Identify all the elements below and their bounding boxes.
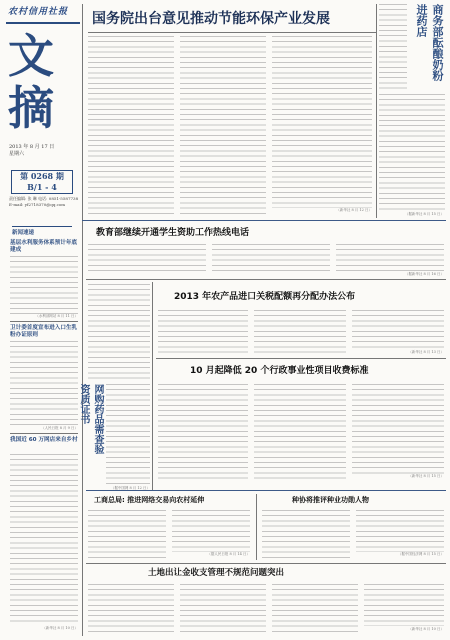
paper-masthead: 农村信用社报 [8,7,69,17]
land-column-3 [272,584,358,632]
admin-fees-credit: （新华社 8 月 15 日） [408,474,444,478]
section-rule-2 [86,279,446,280]
left-item-2-credit: （人民日报 8 月 9 日） [41,426,78,430]
section-rule-3 [156,358,446,359]
right-story-text-1 [379,46,407,92]
left-item-1-title: 基层水利服务体系预计年底建成 [10,240,78,253]
vertical-story-credit: （据中国网 8 月 12 日） [110,486,150,490]
admin-fees-headline: 10 月起降低 20 个行政事业性项目收费标准 [190,366,369,376]
agri-import-column-2 [254,310,346,356]
admin-fees-column-1 [158,384,248,480]
commerce-column-2 [172,510,250,552]
commerce-column-1 [88,510,166,560]
section-rule-1 [82,220,446,221]
education-column-2 [212,244,330,272]
right-story-text-2 [379,94,445,210]
top-story-headline: 国务院出台意见推动节能环保产业发展 [92,11,330,27]
left-item-3-title: 我国近 60 万网店来自乡村 [10,437,78,443]
edition-title-char-2: 摘 [8,81,52,135]
left-item-divider-2 [10,433,78,434]
left-item-1-credit: （水利部网站 8 月 11 日） [35,314,78,318]
left-item-3-body [10,454,78,624]
seed-column-2 [356,510,444,552]
education-column-3 [336,244,444,272]
column-divider-commerce [256,494,257,560]
right-story-credit: （据新华社 8 月 15 日） [404,212,444,216]
right-story-lead-text [379,4,407,44]
vertical-story-headline: 网购药品需查验资质证书 [78,384,103,454]
column-divider-right-top [376,4,377,218]
vertical-story-body-1 [88,284,150,382]
top-story-column-1 [88,36,174,214]
edition-date: 2013 年 8 月 17 日 [9,144,55,150]
left-item-3-credit: （新华社 8 月 10 日） [42,626,78,630]
section-rule-5 [86,563,446,564]
agri-import-column-1 [158,310,248,356]
commerce-headline: 工商总局: 推进网络交易向农村延伸 [94,496,205,504]
edition-title-char-1: 文 [8,29,52,83]
commerce-credit: （据人民日报 8 月 14 日） [207,552,250,556]
left-item-1-body [10,256,78,314]
land-credit: （新华社 8 月 10 日） [408,627,444,631]
agri-import-column-3 [352,310,444,350]
left-item-2-body [10,341,78,426]
left-section-label: 新闻速递 [12,226,72,235]
land-column-1 [88,584,174,632]
agri-import-credit: （新华社 8 月 13 日） [408,350,444,354]
seed-headline: 种协将推评种业功勋人物 [292,496,369,504]
land-column-2 [180,584,266,632]
issue-box [11,170,73,194]
left-item-2-title: 卫计委首度宣布进入口生乳粉办证原则 [10,325,78,338]
land-headline: 土地出让金收支管理不规范问题突出 [148,568,285,578]
education-credit: （据新华社 8 月 16 日） [404,272,444,276]
page-range: B/1 - 4 [27,182,57,192]
top-story-credit: （新华社 8 月 12 日） [336,208,372,212]
land-column-4 [364,584,444,626]
top-story-rule [88,32,376,33]
edition-date-block [9,144,79,158]
right-story-headline: 商务部酝酿奶粉进药店 [415,4,444,81]
top-story-column-2 [180,36,266,214]
masthead-rule [6,22,80,24]
section-rule-4 [86,490,446,491]
editor-contact: 责任编辑: 张 琳 电话: 0851-5587738 E-mail: yf2718370@qq.com [9,196,79,207]
issue-number: 第 0268 期 [20,171,64,181]
left-item-divider-1 [10,321,78,322]
edition-title [8,30,78,142]
agri-import-headline: 2013 年农产品进口关税配额再分配办法公布 [174,292,356,302]
seed-column-1 [262,510,350,560]
column-divider-left [82,4,83,636]
admin-fees-column-2 [254,384,346,480]
admin-fees-column-3 [352,384,444,474]
edition-weekday: 星期六 [9,151,25,157]
education-column-1 [88,244,206,272]
seed-credit: （据中国经济网 8 月 15 日） [397,552,444,556]
column-divider-mid [152,282,153,490]
top-story-column-3 [272,36,372,208]
vertical-story-body-2 [106,384,150,484]
education-headline: 教育部继续开通学生资助工作热线电话 [96,228,250,238]
